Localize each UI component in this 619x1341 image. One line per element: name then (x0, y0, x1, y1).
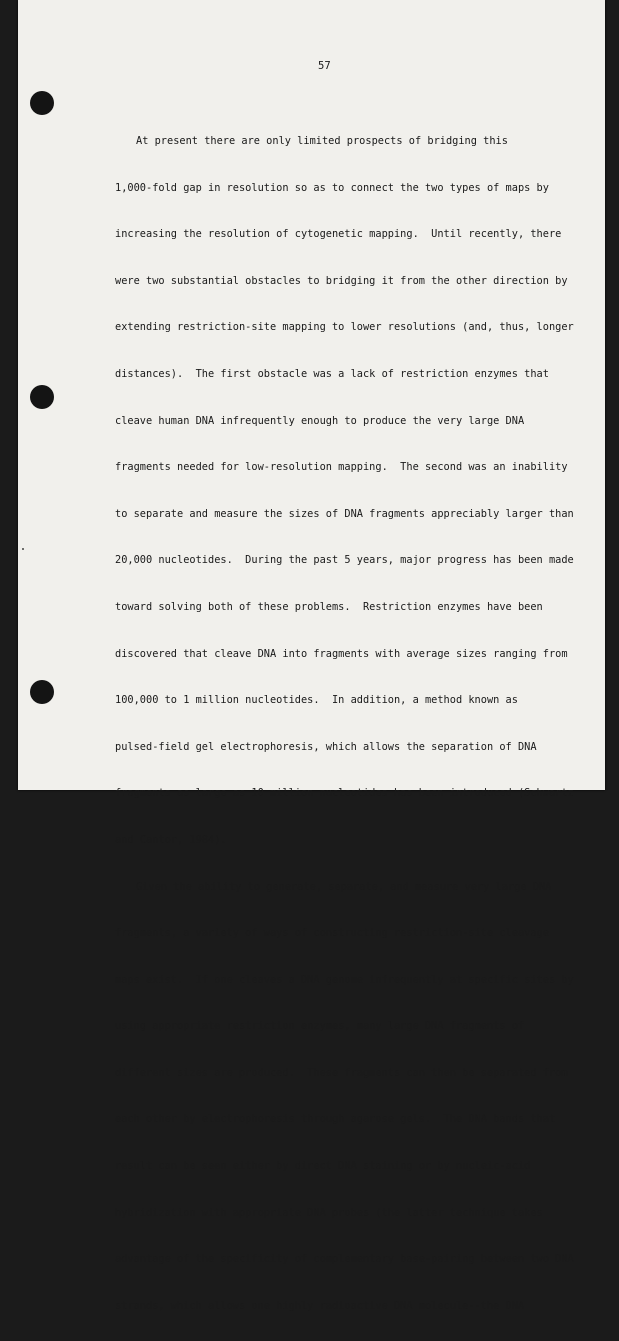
paper-speck (22, 548, 24, 550)
text-line: fragments, a variety of ways of constructing restriction-site cleavage (115, 927, 549, 940)
text-line: and Cantor, 1984). (115, 833, 227, 846)
text-line: to separate and measure the sizes of DNA fragments appreciably larger than (115, 507, 574, 520)
text-line: hybridization with appropriate DNA probes (the latter technique takes (115, 1206, 543, 1219)
text-line: were two substantial obstacles to bridging it from the other direction by (115, 274, 568, 287)
binder-hole (30, 680, 54, 704)
binder-hole (30, 385, 54, 409)
text-line: advantage of the specificity of complementary base-pairing between two DNA (115, 1253, 574, 1266)
text-line: 1,000-fold gap in resolution so as to connect the two types of maps by (115, 181, 549, 194)
page-number: 57 (318, 60, 331, 72)
text-line: At present there are only limited prospects of bridging this (136, 135, 508, 147)
document-page (18, 0, 605, 1312)
text-line: using appropriate restriction enzymes, many large DNA fragments of (115, 1020, 525, 1033)
text-line: each other by electrophoresis through agarose gels. The DNA bands that (115, 1113, 556, 1126)
text-line: different sizes are produced. These fragments can then be separated from (115, 1066, 568, 1079)
text-line: extending restriction-site mapping to lower resolutions (and, thus, longer (115, 321, 574, 334)
text-line: toward solving both of these problems. Restriction enzymes have been (115, 600, 543, 613)
text-line: pulsed-field gel electrophoresis, which allows the separation of DNA (115, 740, 537, 753)
binder-hole (30, 91, 54, 115)
body-text (115, 106, 575, 1341)
text-line: cleave human DNA infrequently enough to produce the very large DNA (115, 414, 525, 427)
text-line: Given the ability to generate, separate, and measure very large DNA (136, 880, 552, 893)
text-line: 100,000 to 1 million nucleotides. In addition, a method known as (115, 694, 518, 707)
text-line: result can be seen either by direct DNA staining or by nucleic-acid (115, 1160, 531, 1173)
text-line: discovered that cleave DNA into fragments with average sizes ranging from (115, 647, 568, 660)
text-line: maps exist. If one cleaves a DNA genome infrequently at specific sites by (115, 973, 574, 986)
text-line: increasing the resolution of cytogenetic mapping. Until recently, there (115, 228, 562, 241)
text-line: fragments needed for low-resolution mapping. The second was an inability (115, 461, 568, 474)
text-line: distances). The first obstacle was a lack of restriction enzymes that (115, 367, 549, 380)
text-line: strands, which allows one highly radioactive DNA molecule--the DNA (115, 1299, 525, 1312)
text-line: 20,000 nucleotides. During the past 5 years, major progress has been made (115, 554, 574, 567)
text-line: fragments as large as 10 million nucleotides has been introduced (Schwartz (115, 787, 574, 800)
